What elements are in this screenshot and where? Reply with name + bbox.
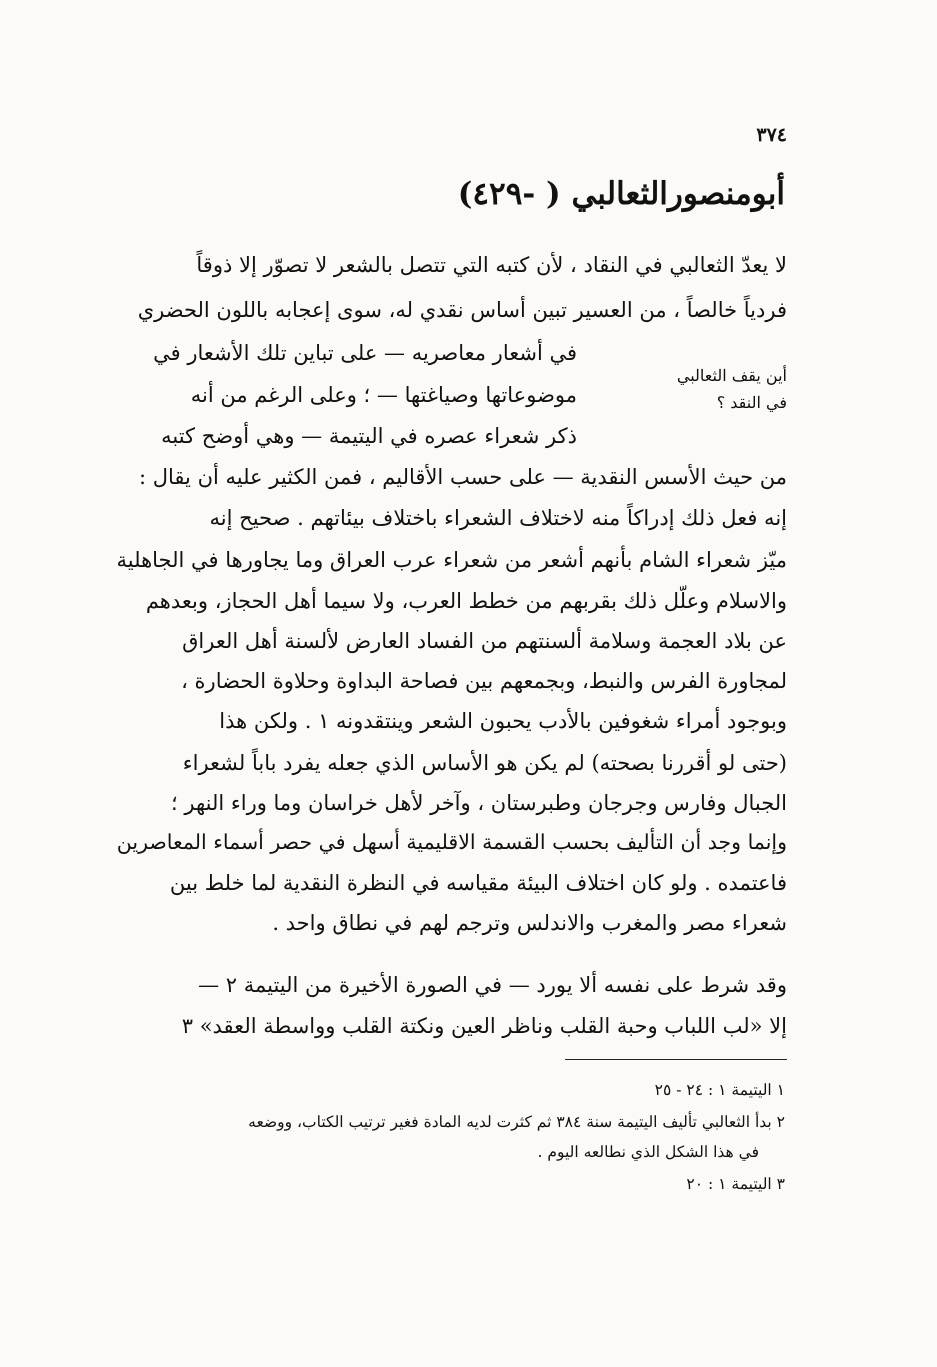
body-line: (حتى لو أقررنا بصحته) لم يكن هو الأساس الذي جعله يفرد باباً لشعراء — [182, 751, 787, 775]
footnote: ٣ اليتيمة ١ : ٢٠ — [686, 1175, 785, 1193]
body-line: فاعتمده . ولو كان اختلاف البيئة مقياسه في النظرة النقدية لما خلط بين — [169, 871, 787, 895]
body-line: شعراء مصر والمغرب والاندلس وترجم لهم في نطاق واحد . — [272, 911, 787, 935]
footnote: في هذا الشكل الذي نطالعه اليوم . — [537, 1143, 759, 1161]
body-line: إنه فعل ذلك إدراكاً منه لاختلاف الشعراء باختلاف بيئاتهم . صحيح إنه — [209, 506, 787, 530]
body-line: وبوجود أمراء شغوفين بالأدب يحبون الشعر وينتقدونه ١ . ولكن هذا — [219, 709, 787, 733]
body-line: ذكر شعراء عصره في اليتيمة — وهي أوضح كتبه — [161, 424, 577, 448]
body-line: لا يعدّ الثعالبي في النقاد ، لأن كتبه التي تتصل بالشعر لا تصوّر إلا ذوقاً — [196, 253, 787, 277]
footnote-divider — [565, 1059, 787, 1060]
margin-note-line: أين يقف الثعالبي — [676, 366, 787, 385]
body-line: موضوعاتها وصياغتها — ؛ وعلى الرغم من أنه — [190, 383, 577, 407]
page-number: ٣٧٤ — [756, 124, 787, 146]
body-line: إلا «لب اللباب وحبة القلب وناظر العين ونكتة القلب وواسطة العقد» ٣ — [181, 1014, 787, 1038]
margin-note-line: في النقد ؟ — [716, 393, 787, 412]
body-line: وإنما وجد أن التأليف بحسب القسمة الاقليمية أسهل في حصر أسماء المعاصرين — [116, 830, 787, 854]
body-line: ميّز شعراء الشام بأنهم أشعر من شعراء عرب العراق وما يجاورها في الجاهلية — [116, 548, 787, 572]
body-line: فردياً خالصاً ، من العسير تبين أساس نقدي له، سوى إعجابه باللون الحضري — [137, 298, 787, 322]
footnote: ١ اليتيمة ١ : ٢٤ - ٢٥ — [654, 1081, 785, 1099]
chapter-title: أبومنصورالثعالبي ( -٤٢٩) — [457, 176, 785, 212]
body-line: عن بلاد العجمة وسلامة ألسنتهم من الفساد العارض لألسنة أهل العراق — [182, 629, 787, 653]
body-line: من حيث الأسس النقدية — على حسب الأقاليم ، فمن الكثير عليه أن يقال : — [139, 465, 787, 489]
margin-note — [647, 362, 787, 416]
body-line: في أشعار معاصريه — على تباين تلك الأشعار في — [153, 341, 577, 365]
footnote: ٢ بدأ الثعالبي تأليف اليتيمة سنة ٣٨٤ ثم كثرت لديه المادة فغير ترتيب الكتاب، ووضعه — [248, 1113, 785, 1131]
body-line: لمجاورة الفرس والنبط، وبجمعهم بين فصاحة البداوة وحلاوة الحضارة ، — [181, 669, 787, 693]
body-line: الجبال وفارس وجرجان وطبرستان ، وآخر لأهل خراسان وما وراء النهر ؛ — [171, 791, 787, 815]
body-line: وقد شرط على نفسه ألا يورد — في الصورة الأخيرة من اليتيمة ٢ — — [198, 973, 787, 997]
body-line: والاسلام وعلّل ذلك بقربهم من خطط العرب، ولا سيما أهل الحجاز، وبعدهم — [145, 589, 787, 613]
